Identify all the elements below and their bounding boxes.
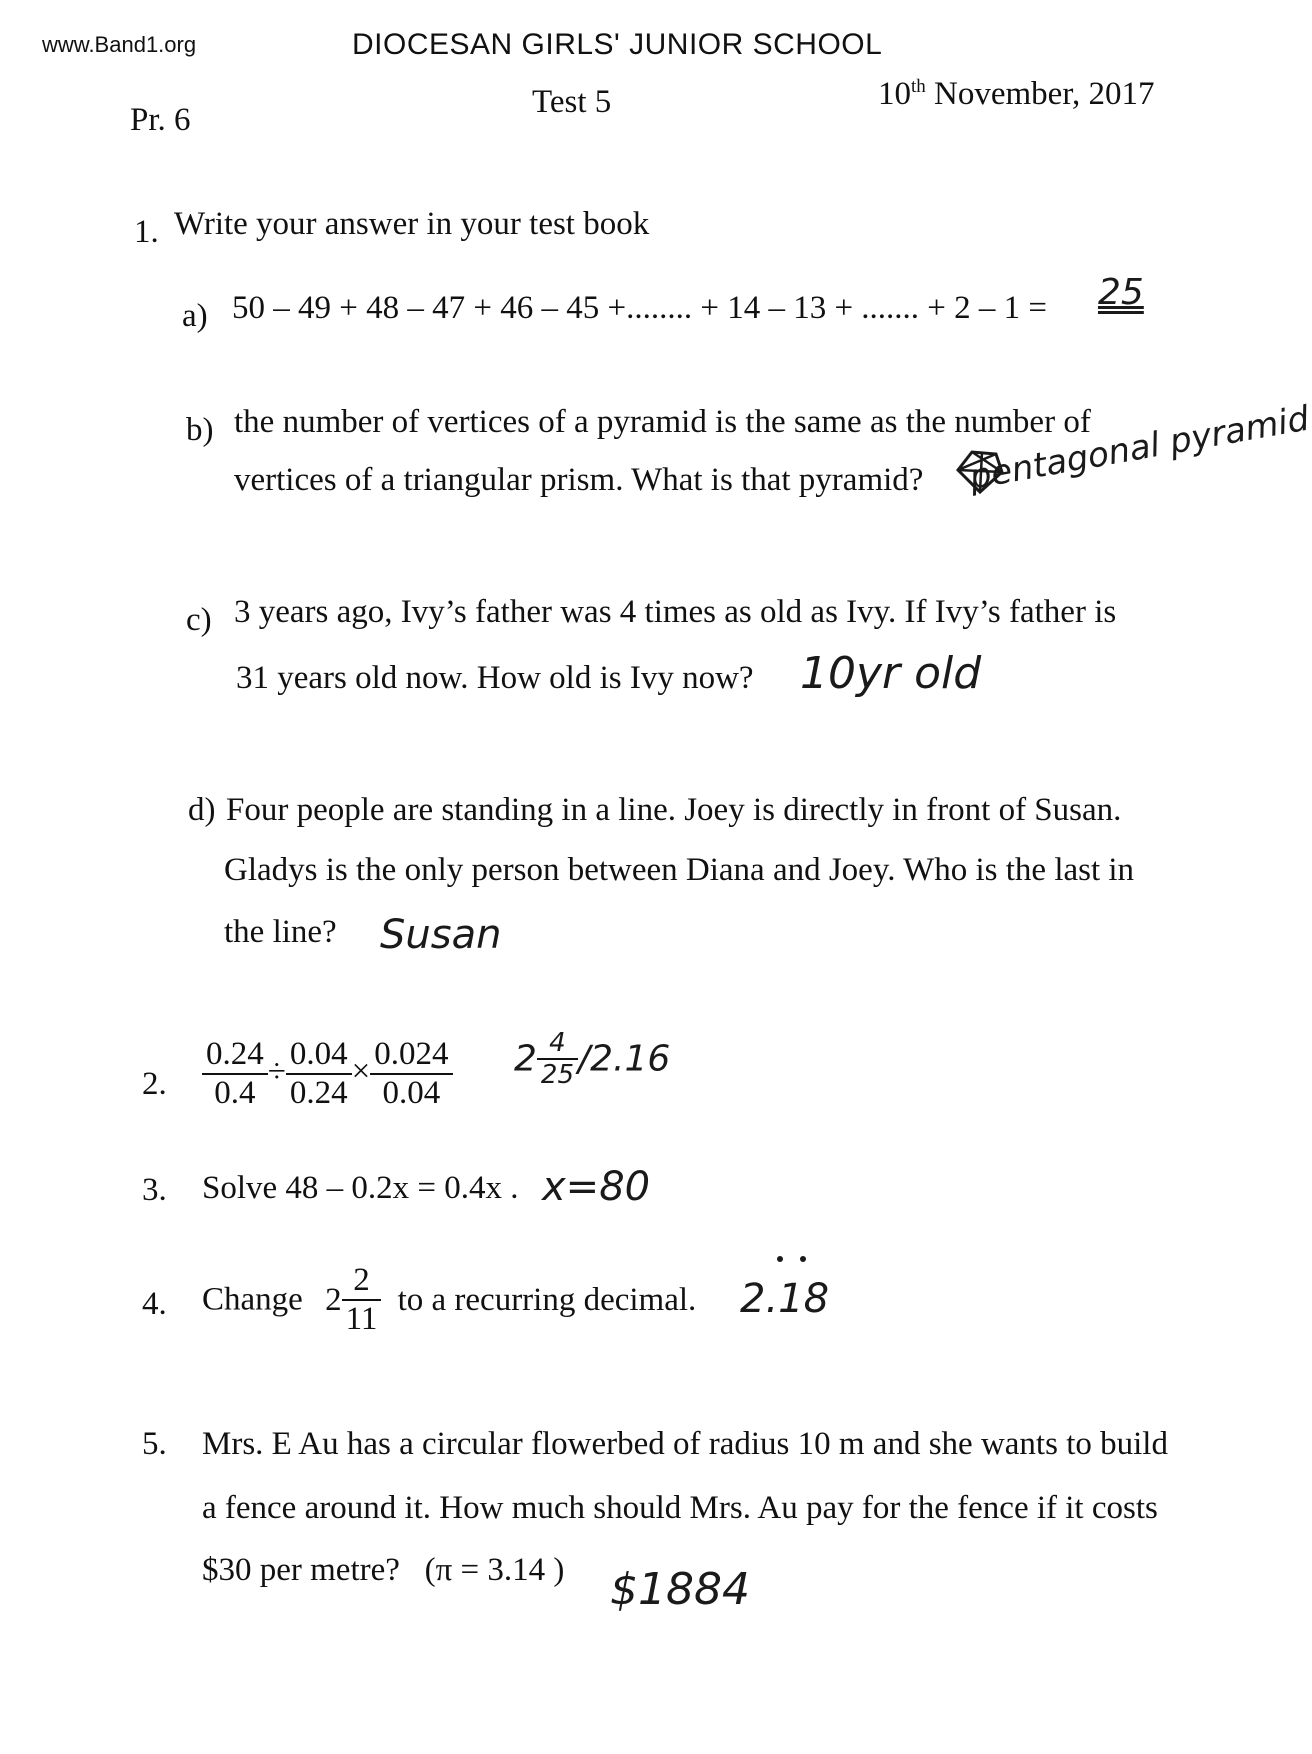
- website-url: www.Band1.org: [42, 32, 197, 57]
- test-date: 10th November, 2017: [878, 76, 1155, 112]
- recurring-dot-1: [777, 1256, 783, 1262]
- q1c-line1: 3 years ago, Ivy’s father was 4 times as old as Ivy. If Ivy’s father is: [234, 594, 1117, 630]
- q4-text: Change 2 $\frac{2}{11}$ to a recurring decimal.: [202, 1262, 697, 1337]
- q2-expression: $\frac{0.24}{0.4}$ ÷ $\frac{0.04}{0.24}$ × $\frac{0.024}{0.04}$: [202, 1036, 453, 1112]
- q4-number: 4.: [142, 1286, 167, 1322]
- q1-instruction: Write your answer in your test book: [174, 206, 650, 242]
- q1b-label: b): [186, 412, 214, 448]
- q5-line1: Mrs. E Au has a circular flowerbed of radius 10 m and she wants to build: [202, 1426, 1168, 1462]
- q2-number: 2.: [142, 1066, 167, 1102]
- q1d-line1: Four people are standing in a line. Joey is directly in front of Susan.: [226, 792, 1122, 828]
- q1a-label: a): [182, 298, 208, 334]
- q1d-label: d): [188, 792, 216, 828]
- test-title: Test 5: [532, 84, 612, 120]
- q2-fraction-1: $\frac{0.24}{0.4}$: [202, 1036, 268, 1112]
- q1a-text: 50 – 49 + 48 – 47 + 46 – 45 +........ + 14 – 13 + ....... + 2 – 1 =: [232, 290, 1048, 326]
- q1b-line1: the number of vertices of a pyramid is the same as the number of: [234, 404, 1091, 440]
- q1c-label: c): [186, 602, 212, 638]
- q5-line3: $30 per metre? (π = 3.14 ): [202, 1552, 565, 1588]
- q4-answer: 2.18: [740, 1276, 830, 1322]
- q1b-line2: vertices of a triangular prism. What is that pyramid?: [234, 462, 924, 498]
- q1c-answer: 10yr old: [800, 648, 982, 699]
- q1d-line3: the line?: [224, 914, 337, 950]
- q4-fraction: $\frac{2}{11}$: [342, 1262, 382, 1338]
- q5-answer: $1884: [610, 1564, 750, 1615]
- q1d-line2: Gladys is the only person between Diana and Joey. Who is the last in: [224, 852, 1135, 888]
- q2-answer: 2 $\frac{4}{25}$ /2.16: [514, 1028, 671, 1090]
- school-name: DIOCESAN GIRLS' JUNIOR SCHOOL: [352, 28, 883, 61]
- recurring-dot-2: [800, 1256, 806, 1262]
- q3-text: Solve 48 – 0.2x = 0.4x .: [202, 1170, 519, 1206]
- q3-number: 3.: [142, 1172, 167, 1208]
- q1-number: 1.: [134, 214, 159, 250]
- q1b-answer: pentagonal pyramid: [966, 398, 1312, 498]
- q3-answer: x=80: [542, 1164, 651, 1210]
- q1d-answer: Susan: [380, 912, 502, 958]
- q5-number: 5.: [142, 1426, 167, 1462]
- q2-fraction-3: $\frac{0.024}{0.04}$: [370, 1036, 452, 1112]
- q1c-line2: 31 years old now. How old is Ivy now?: [236, 660, 754, 696]
- q5-line2: a fence around it. How much should Mrs. Au pay for the fence if it costs: [202, 1490, 1158, 1526]
- grade-label: Pr. 6: [130, 102, 191, 138]
- q1a-answer: 25: [1098, 272, 1144, 313]
- q2-fraction-2: $\frac{0.04}{0.24}$: [286, 1036, 352, 1112]
